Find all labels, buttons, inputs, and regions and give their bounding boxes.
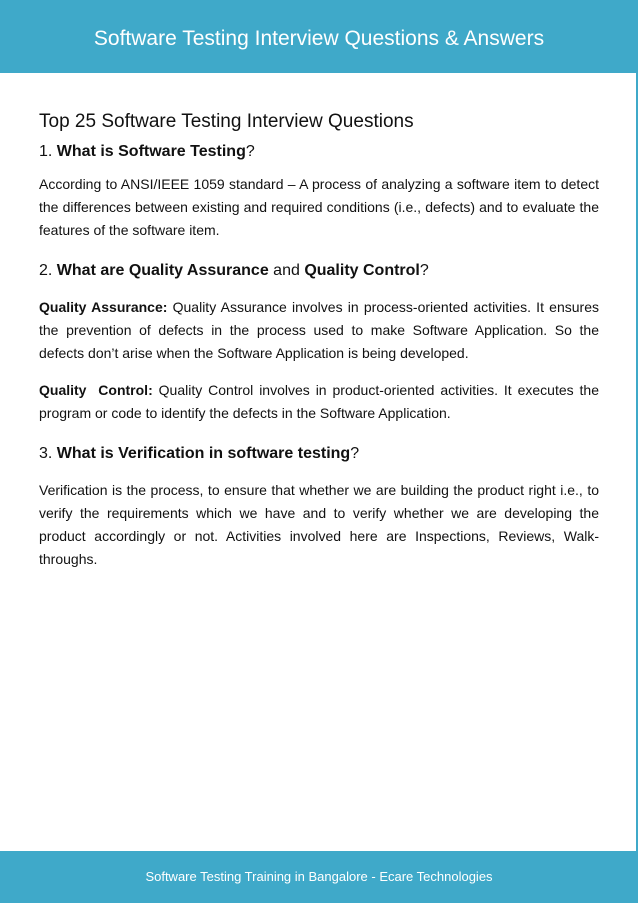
question-2-end: ? bbox=[419, 262, 429, 279]
main-title: Top 25 Software Testing Interview Questions bbox=[39, 111, 414, 132]
question-3-number: 3. bbox=[39, 445, 57, 462]
question-1-heading bbox=[39, 141, 599, 163]
question-1-number: 1. bbox=[39, 143, 57, 160]
page-footer bbox=[0, 851, 638, 903]
question-1-end: ? bbox=[245, 143, 255, 160]
answer-2-quality-control bbox=[39, 379, 599, 425]
footer-text: Software Testing Training in Bangalore - Ecare Technologies bbox=[145, 869, 493, 884]
question-2-number: 2. bbox=[39, 262, 57, 279]
question-2-part1: What are Quality Assurance bbox=[56, 262, 269, 279]
answer-1: According to ANSI/IEEE 1059 standard – A process of analyzing a software item to detect the differences between existing and required conditions (i.e., defects) and to evaluate the features of the software item. bbox=[39, 176, 599, 238]
question-2-part2: Quality Control bbox=[304, 262, 420, 279]
quality-assurance-label: Quality Assurance: bbox=[39, 299, 168, 315]
question-3-end: ? bbox=[350, 445, 360, 462]
question-2-and: and bbox=[268, 262, 305, 279]
page-header bbox=[0, 0, 638, 73]
quality-assurance-text: Quality Assurance involves in process-oriented activities. It ensures the prevention of defects in the process used to make Software Application. So the defects don’t arise when the Software Application is being developed. bbox=[39, 299, 599, 361]
question-3-part1: What is bbox=[56, 445, 119, 462]
header-title: Software Testing Interview Questions & Answers bbox=[93, 27, 545, 50]
question-3-bold: Verification in software testing bbox=[118, 445, 351, 462]
quality-control-label: Quality Control: bbox=[39, 382, 153, 398]
question-3-heading bbox=[39, 443, 599, 465]
question-1-text: What is Software Testing bbox=[56, 143, 246, 160]
answer-2-quality-assurance bbox=[39, 296, 599, 365]
quality-control-text: Quality Control involves in product-oriented activities. It executes the program or code to identify the defects in the Software Application. bbox=[39, 382, 599, 421]
answer-3: Verification is the process, to ensure that whether we are building the product right i.e., to verify the requirements which we have and to verify whether we are developing the product accordingly or not. Activities involved here are Inspections, Reviews, Walk-throughs. bbox=[39, 482, 599, 567]
question-2-heading bbox=[39, 260, 599, 282]
page-content bbox=[39, 110, 599, 571]
